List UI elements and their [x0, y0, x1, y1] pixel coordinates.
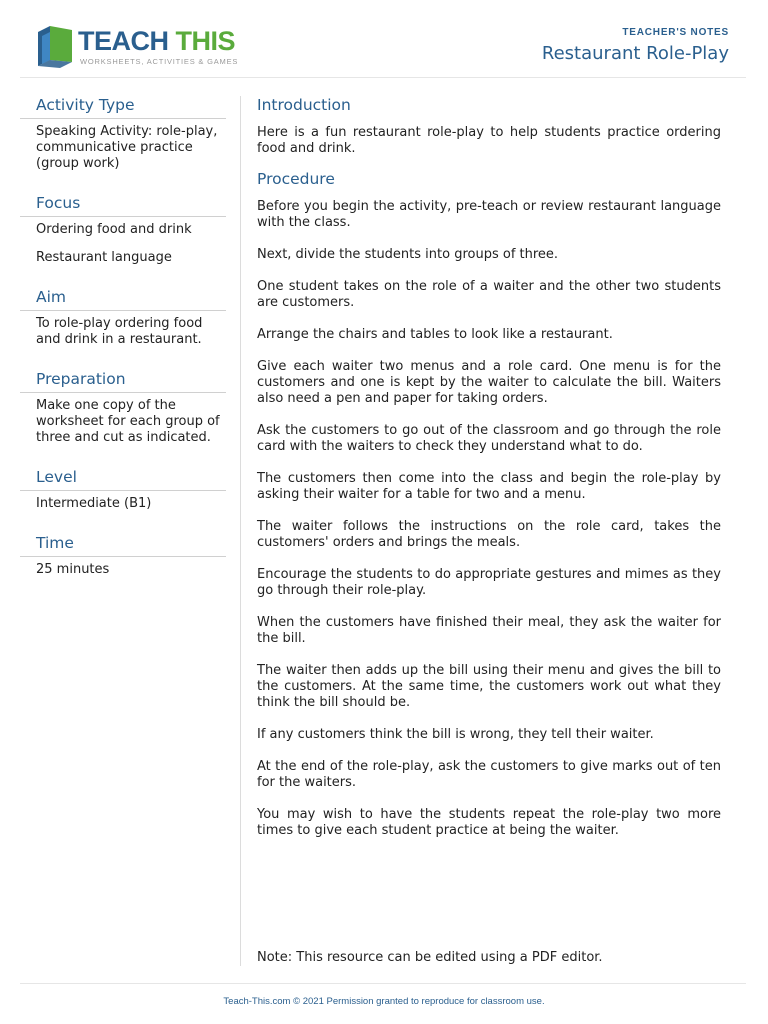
- logo-tagline: WORKSHEETS, ACTIVITIES & GAMES: [80, 57, 239, 66]
- procedure-step: At the end of the role-play, ask the customers to give marks out of ten for the waiters.: [257, 759, 721, 790]
- logo-wordmark: [78, 26, 235, 57]
- page-title: Restaurant Role-Play: [541, 43, 729, 64]
- pdf-editor-note: Note: This resource can be edited using a PDF editor.: [257, 950, 603, 965]
- column-divider: [240, 96, 241, 966]
- level-text: Intermediate (B1): [36, 496, 152, 511]
- procedure-step: The customers then come into the class and begin the role-play by asking their waiter for a table for two and a menu.: [257, 471, 721, 502]
- footer-divider: [20, 983, 746, 984]
- teach-this-logo: [36, 24, 239, 70]
- procedure-step: You may wish to have the students repeat the role-play two more times to give each student practice at being the waiter.: [257, 807, 721, 838]
- activity-type-heading: Activity Type: [20, 92, 226, 119]
- level-section: [20, 464, 226, 512]
- time-body: [20, 557, 226, 578]
- book-logo-icon: [36, 24, 76, 68]
- page-header: [0, 0, 768, 78]
- procedure-step: Give each waiter two menus and a role card. One menu is for the customers and one is kept by the waiter to calculate the bill. Waiters also need a pen and paper for taking orders.: [257, 359, 721, 406]
- header-divider: [20, 77, 746, 78]
- procedure-step: If any customers think the bill is wrong, they tell their waiter.: [257, 727, 654, 742]
- time-heading: Time: [20, 530, 226, 557]
- focus-item: Restaurant language: [36, 250, 172, 265]
- introduction-heading: Introduction: [257, 96, 351, 114]
- header-title-block: [542, 27, 729, 64]
- teachers-notes-label: TEACHER'S NOTES: [622, 27, 729, 38]
- procedure-heading: Procedure: [257, 170, 335, 188]
- procedure-step: Encourage the students to do appropriate gestures and mimes as they go through their role-play.: [257, 567, 721, 598]
- preparation-heading: Preparation: [20, 366, 226, 393]
- procedure-step: Arrange the chairs and tables to look like a restaurant.: [257, 327, 613, 342]
- activity-type-section: [20, 92, 226, 172]
- procedure-step: When the customers have finished their meal, they ask the waiter for the bill.: [257, 615, 721, 646]
- procedure-step: The waiter then adds up the bill using their menu and gives the bill to the customers. At the same time, the customers work out what they think the bill should be.: [257, 663, 721, 710]
- sidebar: [20, 92, 226, 596]
- focus-body: [20, 217, 226, 266]
- procedure-step: Ask the customers to go out of the classroom and go through the role card with the waiters to check they understand what to do.: [257, 423, 721, 454]
- footer-copyright: Teach-This.com © 2021 Permission granted to reproduce for classroom use.: [223, 996, 545, 1007]
- preparation-body: [20, 393, 226, 446]
- procedure-step: Next, divide the students into groups of three.: [257, 247, 559, 262]
- logo-word-teach: TEACH: [78, 26, 169, 56]
- focus-heading: Focus: [20, 190, 226, 217]
- introduction-text: Here is a fun restaurant role-play to help students practice ordering food and drink.: [257, 125, 721, 156]
- preparation-section: [20, 366, 226, 446]
- focus-section: [20, 190, 226, 266]
- time-text: 25 minutes: [36, 562, 110, 577]
- preparation-text: Make one copy of the worksheet for each group of three and cut as indicated.: [36, 398, 220, 445]
- focus-item: Ordering food and drink: [36, 222, 192, 237]
- aim-section: [20, 284, 226, 348]
- logo-word-this: THIS: [175, 26, 236, 56]
- aim-heading: Aim: [20, 284, 226, 311]
- procedure-step: Before you begin the activity, pre-teach or review restaurant language with the class.: [257, 199, 721, 230]
- procedure-step: One student takes on the role of a waiter and the other two students are customers.: [257, 279, 721, 310]
- level-heading: Level: [20, 464, 226, 491]
- time-section: [20, 530, 226, 578]
- activity-type-text: Speaking Activity: role-play, communicative practice (group work): [36, 124, 218, 171]
- level-body: [20, 491, 226, 512]
- procedure-step: The waiter follows the instructions on the role card, takes the customers' orders and brings the meals.: [257, 519, 721, 550]
- activity-type-body: [20, 119, 226, 172]
- main-content: [257, 96, 721, 855]
- aim-body: [20, 311, 226, 348]
- aim-text: To role-play ordering food and drink in a restaurant.: [36, 316, 203, 347]
